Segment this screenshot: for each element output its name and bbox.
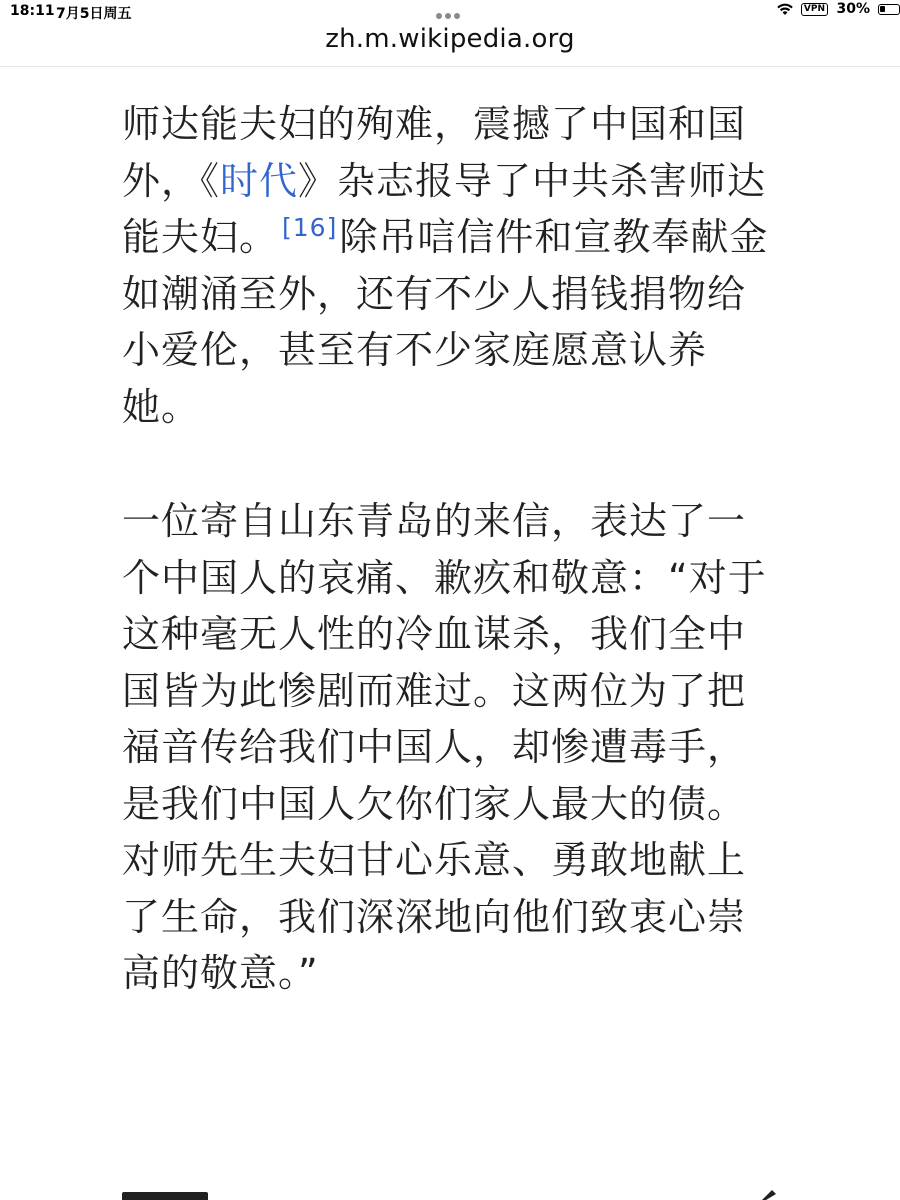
paragraph-text: 》杂志报导了中共杀害师达能夫妇。 [122,158,767,259]
url-text[interactable]: zh.m.wikipedia.org [325,24,575,54]
battery-icon [878,4,900,15]
status-bar [0,0,900,24]
battery-percent: 30% [836,1,870,17]
article-paragraph-2: 一位寄自山东青岛的来信，表达了一个中国人的哀痛、歉疚和敬意：“对于这种毫无人性的冷血谋杀，我们全中国皆为此惨剧而难过。这两位为了把福音传给我们中国人，却惨遭毒手，是我们中国人欠你们家人最大的债。对师先生夫妇甘心乐意、勇敢地献上了生命，我们深深地向他们致衷心崇高的敬意。” [122,499,767,995]
multitask-dots-icon[interactable] [436,4,466,14]
article-paragraph-1 [122,96,772,435]
vpn-badge: VPN [801,3,828,16]
address-bar[interactable] [0,24,900,67]
next-heading-peek [122,1192,208,1200]
status-date: 7月5日周五 [56,6,132,22]
battery-level-fill [880,6,885,12]
citation-link[interactable]: [16] [282,213,338,242]
status-time: 18:11 [10,3,55,19]
wifi-icon [776,2,794,16]
next-section-peek [0,1188,900,1200]
paragraph-text: 师达能夫妇的殉难，震撼了中国和国外，《 [122,102,747,203]
article-content [122,96,772,1002]
paragraph-text: 除吊唁信件和宣教奉献金如潮涌至外，还有不少人捐钱捐物给小爱伦，甚至有不少家庭愿意认养她。 [122,215,769,429]
edit-pencil-icon[interactable] [758,1188,780,1200]
link-time-magazine[interactable]: 时代 [220,158,299,203]
